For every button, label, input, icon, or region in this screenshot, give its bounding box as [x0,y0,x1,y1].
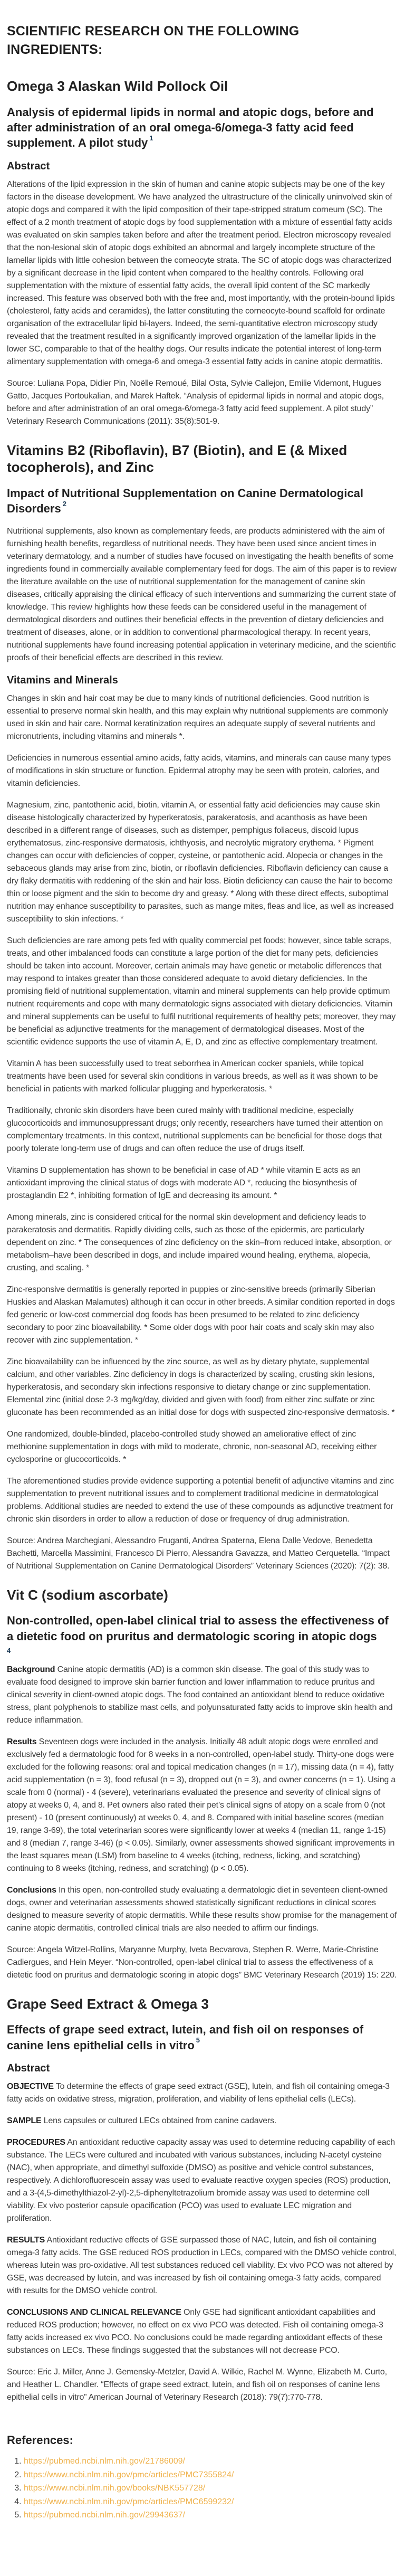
results-paragraph [7,2234,397,2297]
body-paragraph: Among minerals, zinc is considered critical for the normal skin development and deficiency leads to parakeratosis and dermatitis. Rapidly dividing cells, such as those of the epidermis, are particularly dependent on zinc. * The consequences of zinc deficiency on the skin–from reduced intake, absorption, or metabolism–have been described in dogs, and include impaired wound healing, erythema, alopecia, crusting, and scaling. * [7,1212,392,1272]
ref-superscript-1[interactable]: 1 [149,134,153,142]
objective-paragraph [7,2080,397,2106]
background-label: Background [7,1665,55,1674]
study-title [7,2022,397,2053]
reference-item [24,2468,397,2482]
references-list [7,2455,397,2522]
body-paragraph: Vitamins D supplementation has shown to be beneficial in case of AD * while vitamin E acts as an antioxidant improving the clinical status of dogs with moderate AD *, reducing the biosynthesis of prostaglandin E2 *, inhibiting formation of IgE and decreasing its amount. * [7,1165,361,1200]
abstract-paragraph: Alterations of the lipid expression in the skin of human and canine atopic subjects may be one of the key factors in the disease development. We have analyzed the ultrastructure of the clinically uninvolved skin of atopic dogs and compared it with the lipid composition of their tape-stripped stratum corneum (SC). The effect of a 2 month treatment of atopic dogs by food supplementation with a mixture of essential fatty acids was evaluated on skin samples taken before and after the treatment period. Electron microscopy revealed that the non-lesional skin of atopic dogs exhibited an abnormal and largely incomplete structure of the lamellar lipids with little cohesion between the corneocyte strata. The SC of atopic dogs was characterized by a significant decrease in the lipid content when compared to the healthy controls. Following oral supplementation with the mixture of essential fatty acids, the overall lipid content of the SC markedly increased. This feature was observed both with the free and, most importantly, with the protein-bound lipids (cholesterol, fatty acids and ceramides), the latter constituting the corneocyte-bound scaffold for ordinate organisation of the extracellular lipid bi-layers. Indeed, the semi-quantitative electron microscopy study revealed that the treatment resulted in a significantly improved organization of the lamellar lipids in the lower SC, comparable to that of the healthy dogs. Our results indicate the potential interest of long-term alimentary supplementation with omega-6 and omega-3 essential fatty acids in canine atopic dermatitis. [7,179,395,366]
study-title-text: Non-controlled, open-label clinical trial to assess the effectiveness of a dietetic food on pruritus and dermatologic scoring in atopic dogs [7,1614,389,1643]
conclusions-relevance-paragraph [7,2306,397,2357]
ref-superscript-4[interactable]: 4 [7,1647,11,1655]
references-heading: References: [7,2434,73,2447]
body-paragraph: Zinc-responsive dermatitis is generally reported in puppies or zinc-sensitive breeds (primarily Siberian Huskies and Alaskan Malamutes) although it can occur in other breeds. A similar condition reported in dogs fed generic or low-cost commercial dog foods has been presumed to be related to zinc deficiency secondary to poor zinc bioavailability. * Some older dogs with poor hair coats and scaly skin may also recover with zinc supplementation. * [7,1285,395,1345]
section-vit-c [7,1586,397,1982]
results-paragraph [7,1736,397,1875]
source-citation: Source: Angela Witzel-Rollins, Maryanne Murphy, Iveta Becvarova, Stephen R. Werre, Marie-Christine Cadiergues, and Hein Meyer. “Non-controlled, open-label clinical trial to assess the effectiveness of a dietetic food on pruritus and dermatologic scoring in atopic dogs” BMC Veterinary Research (2019) 15: 220. [7,1945,397,1980]
conclusions-label: Conclusions [7,1885,56,1895]
body-paragraph: Deficiencies in numerous essential amino acids, fatty acids, vitamins, and minerals can cause many types of modifications in skin structure or function. Epidermal atrophy may be seen with protein, calories, and vitamin deficiencies. [7,753,391,788]
reference-link-4[interactable]: https://www.ncbi.nlm.nih.gov/pmc/articles/PMC6599232/ [24,2497,234,2506]
body-paragraph: One randomized, double-blinded, placebo-controlled study showed an ameliorative effect of zinc methionine supplementation in dogs with mild to moderate, chronic, non-seasonal AD, receiving either cyclosporine or glucocorticoids. * [7,1429,377,1464]
background-paragraph [7,1664,397,1727]
study-title [7,486,397,517]
reference-link-3[interactable]: https://www.ncbi.nlm.nih.gov/books/NBK557728/ [24,2484,206,2493]
sample-label: SAMPLE [7,2116,42,2126]
body-paragraph: Magnesium, zinc, pantothenic acid, biotin, vitamin A, or essential fatty acid deficiencies may cause skin disease histologically characterized by hyperkeratosis, parakeratosis, and acanthosis as have been described in a different range of diseases, such as distemper, pemphigus foliaceus, discoid lupus erythematosus, zinc-responsive dermatosis, ichthyosis, and necrolytic migratory erythema. * Pigment changes can occur with deficiencies of copper, cysteine, or pantothenic acid. Alopecia or changes in the sebaceous glands may arise from zinc, biotin, or riboflavin deficiencies. Riboflavin deficiency can cause a dry flaky dermatitis with reddening of the skin and hair loss. Biotin deficiency can cause the hair to become thin or loose pigment and the skin to become dry and greasy. * Along with these direct effects, suboptimal nutrition may enhance susceptibility to parasites, such as mange mites, fleas and lice, as well as increased susceptibility to skin infections. * [7,800,394,924]
section-heading: Vitamins B2 (Riboflavin), B7 (Biotin), and E (& Mixed tocopherols), and Zinc [7,442,348,476]
body-paragraph: Such deficiencies are rare among pets fed with quality commercial pet foods; however, since table scraps, treats, and other imbalanced foods can constitute a large portion of the diet for many pets, deficiencies should be taken into account. Moreover, certain animals may have genetic or metabolic differences that may respond to intakes greater than those considered adequate to avoid dietary deficiencies. In the promising field of nutritional supplementation, vitamin and mineral supplements can help provide optimum nutrient requirements and cope with many dermatologic signs associated with dietary deficiencies. Vitamin and mineral supplements can be useful to fulfil nutritional requirements of healthy pets; moreover, they may be beneficial as adjunctive treatments for the management of dermatological diseases. Most of the scientific evidence supports the use of vitamin A, E, D, and zinc as effective complementary treatment. [7,936,396,1047]
section-heading: Vit C (sodium ascorbate) [7,1586,168,1603]
conclusions-paragraph [7,1884,397,1935]
paragraph-text: Only GSE had significant antioxidant capabilities and reduced ROS production; however, no effect on ex vivo PCO was detected. Fish oil containing omega-3 fatty acids increased ex vivo PCO. No conclusions could be made regarding antioxidant effects of these substances on LECs. These findings suggested that the substances will not decrease PCO. [7,2308,383,2355]
paragraph-text: An antioxidant reductive capacity assay was used to determine reducing capability of each substance. The LECs were cultured and incubated with various substances, including N-acetyl cysteine (NAC), when appropriate, and dimethyl sulfoxide (DMSO) as positive and vehicle control substances, respectively. A dichlorofluorescein assay was used to evaluate reactive oxygen species (ROS) production, and a 3-(4,5-dimethylthiazol-2-yl)-2,5-diphenyltetrazolium bromide assay was used to determine cell viability. Ex vivo posterior capsule opacification (PCO) was used to evaluate LEC migration and proliferation. [7,2138,395,2223]
results-label: Results [7,1737,37,1746]
conclusions-relevance-label: CONCLUSIONS AND CLINICAL RELEVANCE [7,2308,181,2317]
paragraph-text: Lens capsules or cultured LECs obtained from canine cadavers. [43,2116,277,2126]
procedures-paragraph [7,2136,397,2225]
reference-item [24,2455,397,2468]
study-title-text: Analysis of epidermal lipids in normal and atopic dogs, before and after administration of an oral omega-6/omega-3 fatty acid feed supplement. A pilot study [7,105,374,150]
source-citation: Source: Eric J. Miller, Anne J. Gemensky-Metzler, David A. Wilkie, Rachel M. Wynne, Elizabeth M. Curto, and Heather L. Chandler. “Effects of grape seed extract, lutein, and fish oil on responses of canine lens epithelial cells in vitro” American Journal of Veterinary Research (2018): 79(7):770-778. [7,2368,387,2402]
body-paragraph: The aforementioned studies provide evidence supporting a potential benefit of adjunctive vitamins and zinc supplementation to prevent nutritional issues and to complement traditional medicine in dermatological problems. Additional studies are needed to extend the use of these compounds as adjunctive treatment for chronic skin disorders in order to allow a reduction of dose or frequency of drug administration. [7,1476,394,1524]
body-paragraph: Vitamin A has been successfully used to treat seborrhea in American cocker spaniels, while topical treatments have been used for several skin conditions in various breeds, as well as it was shown to be beneficial in patients with marked follicular plugging and hyperkeratosis. * [7,1059,378,1094]
paragraph-text: In this open, non-controlled study evaluating a dermatologic diet in seventeen client-owned dogs, owner and veterinarian assessments showed statistically significant reductions in clinical scores designed to measure severity of atopic dermatitis. While these results show promise for the management of canine atopic dermatitis, controlled clinical trials are also needed to affirm our findings. [7,1885,397,1933]
references-section [7,2434,397,2522]
abstract-heading: Abstract [7,2062,50,2075]
section-heading: Omega 3 Alaskan Wild Pollock Oil [7,78,228,94]
reference-item [24,2508,397,2522]
study-intro-paragraph: Nutritional supplements, also known as complementary feeds, are products administered with the aim of furnishing health benefits, regardless of nutritional needs. They have been used since ancient times in veterinary dermatology, and a number of studies have focused on investigating the health benefits of some ingredients found in commercially available complementary feed for dogs. The aim of this paper is to review the literature available on the use of nutritional supplementation for the management of canine skin diseases, critically appraising the clinical efficacy of such interventions and summarizing the current state of knowledge. This review highlights how these feeds can be considered useful in the management of dermatological disorders and outlines their beneficial effects in the prevention of dietary deficiencies and treatment of diseases, alone, or in addition to conventional pharmacological therapy. In recent years, nutritional supplements have found increasing potential application in veterinary medicine, and the scientific proofs of their beneficial effects are described in this review. [7,526,397,662]
vitamins-minerals-heading: Vitamins and Minerals [7,674,118,686]
reference-link-1[interactable]: https://pubmed.ncbi.nlm.nih.gov/21786009/ [24,2457,185,2466]
ref-superscript-5[interactable]: 5 [196,2036,200,2044]
study-title-text: Effects of grape seed extract, lutein, and fish oil on responses of canine lens epithelial cells in vitro [7,2023,364,2052]
body-paragraph: Traditionally, chronic skin disorders have been cured mainly with traditional medicine, especially glucocorticoids and immunosuppressant drugs; only recently, researchers have turned their attention on complementary treatments. In this context, nutritional supplements can be beneficial for those dogs that poorly tolerate long-term use of drugs and can often reduce the use of drugs itself. [7,1106,383,1153]
study-title [7,104,397,151]
body-paragraph: Changes in skin and hair coat may be due to many kinds of nutritional deficiencies. Good nutrition is essential to preserve normal skin health, and this may explain why nutritional supplements are commonly used in skin and hair care. Normal keratinization requires an adequate supply of several nutrients and micronutrients, including vitamins and minerals *. [7,693,388,741]
sample-paragraph [7,2115,397,2127]
source-citation: Source: Andrea Marchegiani, Alessandro Fruganti, Andrea Spaterna, Elena Dalle Vedove, Benedetta Bachetti, Marcella Massimini, Francesco Di Pierro, Alessandra Gavazza, and Matteo Cerquetella. “Impact of Nutritional Supplementation on Canine Dermatological Disorders” Veterinary Sciences (2020): 7(2): 38. [7,1536,390,1571]
abstract-heading: Abstract [7,160,50,172]
section-vitamins-b2-b7-e-zinc [7,442,397,1573]
results-label: RESULTS [7,2236,45,2245]
reference-link-2[interactable]: https://www.ncbi.nlm.nih.gov/pmc/articles/PMC7355824/ [24,2470,234,2479]
paragraph-text: Antioxidant reductive effects of GSE surpassed those of NAC, lutein, and fish oil containing omega-3 fatty acids. The GSE reduced ROS production in LECs, compared with the DMSO vehicle control, whereas lutein was pro-oxidative. All test substances reduced cell viability. Ex vivo PCO was not altered by GSE, was decreased by lutein, and was increased by fish oil containing omega-3 fatty acids, compared with results for the DMSO vehicle control. [7,2236,397,2296]
section-heading: Grape Seed Extract & Omega 3 [7,1995,209,2012]
paragraph-text: Canine atopic dermatitis (AD) is a common skin disease. The goal of this study was to evaluate food designed to improve skin barrier function and lower inflammation to reduce pruritus and clinical severity in client-owned atopic dogs. The food contained an antioxidant blend to reduce oxidative stress, plant polyphenols to stabilize mast cells, and polyunsaturated fatty acids to improve skin health and reduce inflammation. [7,1665,393,1725]
section-grape-seed-omega3 [7,1995,397,2404]
paragraph-text: Seventeen dogs were included in the analysis. Initially 48 adult atopic dogs were enrolled and exclusively fed a dermatologic food for 8 weeks in a non-controlled, open-label study. Thirty-one dogs were excluded for the following reasons: oral and topical medication changes (n = 17), missing data (n = 4), fatty acid supplementation (n = 3), food refusal (n = 3), dropped out (n = 3), and owner concerns (n = 1). Using a scale from 0 (normal) - 4 (severe), veterinarians evaluated the presence and severity of clinical signs of atopy at weeks 0, 4, and 8. Pet owners also rated their pet’s clinical signs of atopy on a scale from 0 (not present) - 10 (present continuously) at weeks 0, 4, and 8. Compared with initial baseline scores (median 19, range 3-69), the total veterinarian scores were significantly lower at weeks 4 (median 11, range 1-15) and 8 (median 7, range 3-46) (p < 0.05). Similarly, owner assessments showed significant improvements in the least squares mean (LSM) from baseline to 4 weeks (itching, redness, licking, and scratching) continuing to 8 weeks (itching, redness, and scratching) (p < 0.05). [7,1737,396,1873]
study-title [7,1613,397,1655]
study-title-text: Impact of Nutritional Supplementation on Canine Dermatological Disorders [7,486,363,516]
reference-link-5[interactable]: https://pubmed.ncbi.nlm.nih.gov/29943637/ [24,2511,185,2520]
body-paragraph: Zinc bioavailability can be influenced by the zinc source, as well as by dietary phytate, supplemental calcium, and other variables. Zinc deficiency in dogs is characterized by scaling, crusting skin lesions, hyperkeratosis, and secondary skin infections responsive to dietary change or zinc supplementation. Elemental zinc (initial dose 2-3 mg/kg/day, divided and given with food) from either zinc sulfate or zinc gluconate has been recommended as an initial dose for dogs with suspected zinc-responsive dermatosis. * [7,1357,395,1417]
reference-item [24,2482,397,2495]
page-title: SCIENTIFIC RESEARCH ON THE FOLLOWING INGREDIENTS: [7,24,300,57]
objective-label: OBJECTIVE [7,2082,54,2092]
source-citation: Source: Luliana Popa, Didier Pin, Noëlle Remoué, Bilal Osta, Sylvie Callejon, Emilie Videmont, Hugues Gatto, Jacques Portoukalian, and Marek Haftek. “Analysis of epidermal lipids in normal and atopic dogs, before and after administration of an oral omega-6/omega-3 fatty acid feed supplement. A pilot study” Veterinary Research Communications (2011): 35(8):501-9. [7,378,384,426]
section-omega3-pollock-oil [7,78,397,428]
procedures-label: PROCEDURES [7,2138,65,2147]
reference-item [24,2495,397,2509]
ref-superscript-2[interactable]: 2 [62,499,66,508]
paragraph-text: To determine the effects of grape seed extract (GSE), lutein, and fish oil containing omega-3 fatty acids on oxidative stress, migration, proliferation, and viability of lens epithelial cells (LECs). [7,2082,390,2104]
